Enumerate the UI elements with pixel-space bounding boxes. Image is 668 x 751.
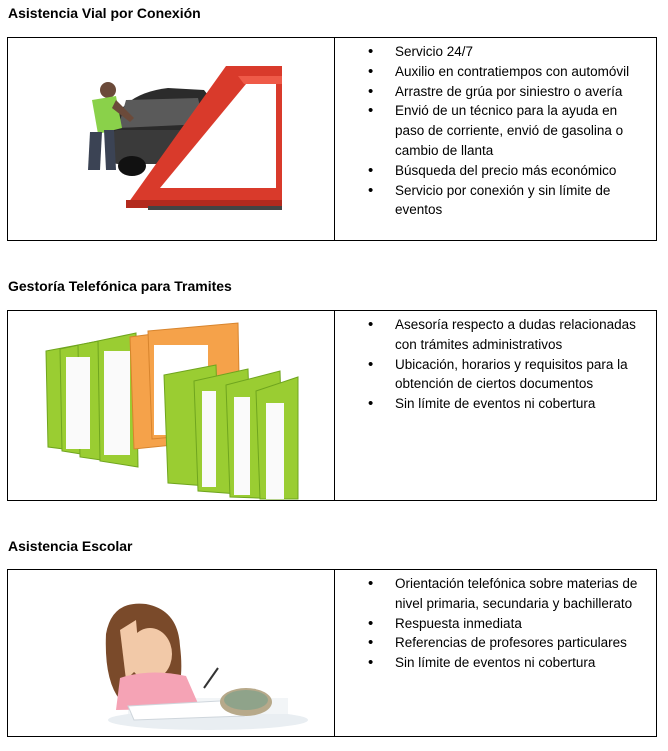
list-item: • Sin límite de eventos ni cobertura: [335, 653, 650, 673]
list-item: • Sin límite de eventos ni cobertura: [335, 394, 650, 414]
section-title-escolar: Asistencia Escolar: [8, 538, 133, 554]
student-photo: [8, 570, 335, 736]
list-item: • Ubicación, horarios y requisitos para la obtención de ciertos documentos: [335, 355, 650, 395]
section-title-vial: Asistencia Vial por Conexión: [8, 5, 201, 21]
list-item: • Arrastre de grúa por siniestro o avería: [335, 82, 650, 102]
list-item: • Auxilio en contratiempos con automóvil: [335, 62, 650, 82]
section-box-gestoria: [7, 310, 657, 501]
roadside-assistance-photo: [8, 38, 335, 240]
list-gestoria: [335, 311, 656, 500]
list-item: • Orientación telefónica sobre materias de nivel primaria, secundaria y bachillerato: [335, 574, 650, 614]
section-title-gestoria: Gestoría Telefónica para Tramites: [8, 278, 232, 294]
list-item: • Asesoría respecto a dudas relacionadas con trámites administrativos: [335, 315, 650, 355]
section-box-vial: [7, 37, 657, 241]
list-item: • Servicio 24/7: [335, 42, 650, 62]
list-item: • Envió de un técnico para la ayuda en paso de corriente, envió de gasolina o cambio de llanta: [335, 101, 650, 160]
list-item: • Búsqueda del precio más económico: [335, 161, 650, 181]
list-vial: [335, 38, 656, 240]
list-item: • Respuesta inmediata: [335, 614, 650, 634]
folders-photo: [8, 311, 335, 500]
list-item: • Servicio por conexión y sin límite de eventos: [335, 181, 650, 221]
list-item: • Referencias de profesores particulares: [335, 633, 650, 653]
section-box-escolar: [7, 569, 657, 737]
list-escolar: [335, 570, 656, 736]
